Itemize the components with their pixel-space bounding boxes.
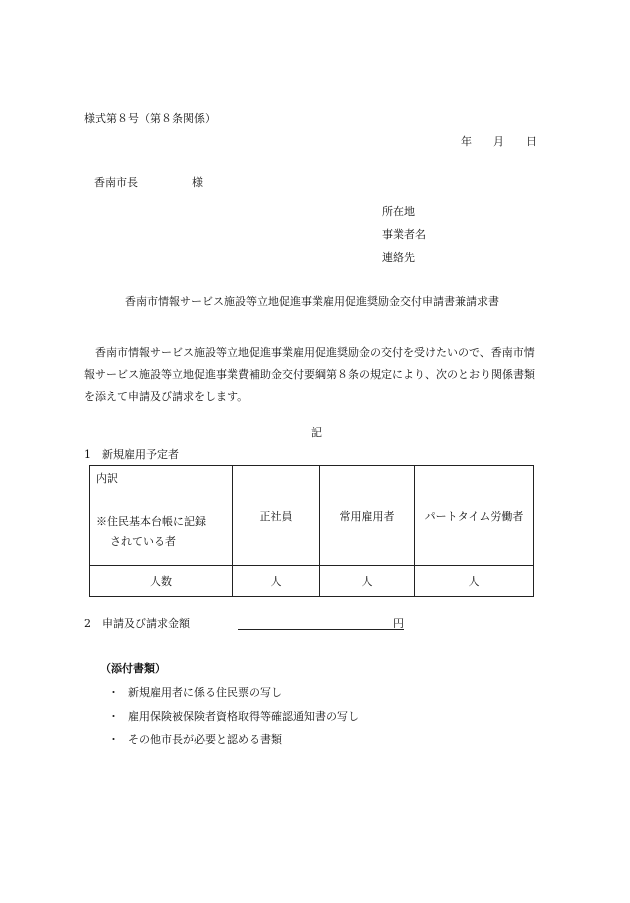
body-line-3: を添えて申請及び請求をします。 — [84, 390, 249, 403]
breakdown-label: 内訳 — [96, 472, 118, 485]
field-address: 所在地 — [382, 205, 415, 218]
table-row — [90, 566, 534, 597]
column-full-time-employee: 常用雇用者 — [320, 466, 415, 566]
breakdown-note: ※住民基本台帳に記録 — [96, 515, 206, 528]
bullet-3: ・ — [108, 733, 119, 746]
cell-full-time-employee: 人 — [320, 566, 415, 597]
field-contact: 連絡先 — [382, 251, 415, 264]
bullet-2: ・ — [108, 710, 119, 723]
amount-unit: 円 — [393, 617, 404, 630]
section2-label: 2 申請及び請求金額 — [84, 617, 190, 630]
document-title: 香南市情報サービス施設等立地促進事業雇用促進奨励金交付申請書兼請求書 — [125, 295, 499, 308]
bullet-1: ・ — [108, 686, 119, 699]
cell-regular-employee: 人 — [233, 566, 320, 597]
attachment-item-3: その他市長が必要と認める書類 — [128, 733, 282, 746]
amount-blank-line — [238, 629, 404, 630]
body-paragraph — [84, 342, 554, 408]
field-business-name: 事業者名 — [382, 228, 426, 241]
body-line-1: 香南市情報サービス施設等立地促進事業雇用促進奨励金の交付を受けたいので、香南市情 — [95, 346, 535, 359]
cell-part-time-worker: 人 — [415, 566, 534, 597]
addressee-name: 香南市長 — [94, 176, 138, 189]
section1-label: 1 新規雇用予定者 — [84, 448, 179, 461]
table-header-row — [90, 466, 534, 566]
date-month: 月 — [493, 135, 504, 148]
body-line-2: 報サービス施設等立地促進事業費補助金交付要綱第８条の規定により、次のとおり関係書類 — [84, 368, 535, 381]
row-label-headcount: 人数 — [90, 566, 233, 597]
employment-table — [89, 465, 534, 597]
ki-label: 記 — [311, 426, 322, 439]
breakdown-note-cont: されている者 — [110, 535, 176, 548]
column-part-time-worker: パートタイム労働者 — [415, 466, 534, 566]
date-day: 日 — [526, 135, 537, 148]
attachment-item-1: 新規雇用者に係る住民票の写し — [128, 686, 282, 699]
addressee-honorific: 様 — [192, 176, 203, 189]
form-number: 様式第８号（第８条関係） — [84, 112, 216, 125]
attachment-item-2: 雇用保険被保険者資格取得等確認通知書の写し — [128, 710, 359, 723]
breakdown-header — [90, 466, 233, 566]
date-year: 年 — [461, 135, 472, 148]
column-regular-employee: 正社員 — [233, 466, 320, 566]
attachments-heading: （添付書類） — [100, 662, 166, 675]
